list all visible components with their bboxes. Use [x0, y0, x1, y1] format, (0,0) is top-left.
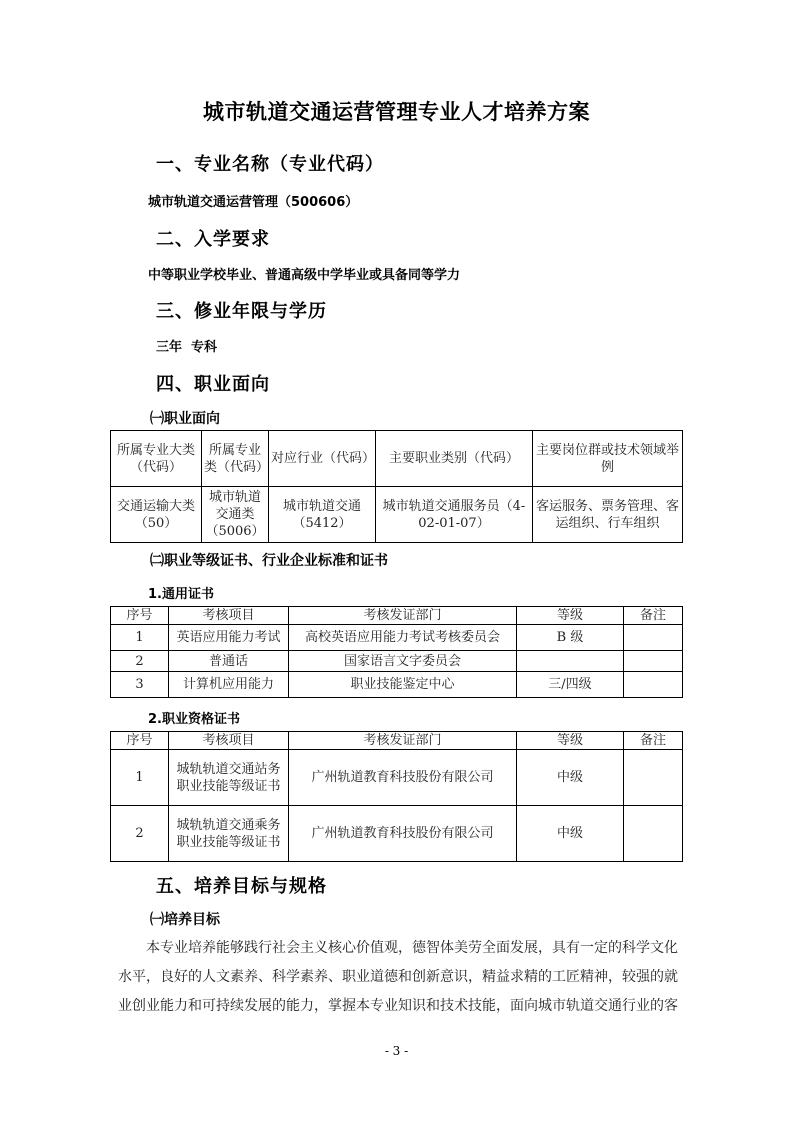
table-cell: 国家语言文字委员会	[289, 651, 517, 672]
table-cell: 英语应用能力考试	[169, 625, 289, 651]
general-cert-table	[110, 606, 683, 698]
table-header: 考核项目	[169, 607, 289, 625]
table-cell: 广州轨道教育科技股份有限公司	[289, 806, 517, 862]
table-header: 考核项目	[169, 732, 289, 750]
section-heading-4: 四、职业面向	[156, 374, 270, 395]
section-heading-2: 二、入学要求	[156, 229, 270, 250]
table-cell	[624, 672, 683, 698]
table-header: 对应行业（代码）	[269, 431, 376, 487]
career-table	[110, 430, 683, 543]
table-cell	[624, 750, 683, 806]
section-heading-3: 三、修业年限与学历	[156, 301, 327, 322]
table-cell: 城轨轨道交通乘务职业技能等级证书	[169, 806, 289, 862]
table-cell: 1	[111, 750, 169, 806]
section-heading-5: 五、培养目标与规格	[156, 876, 327, 897]
table-cell: 2	[111, 806, 169, 862]
table-cell: 三/四级	[517, 672, 624, 698]
table-cell: 计算机应用能力	[169, 672, 289, 698]
table-cell: 2	[111, 651, 169, 672]
table-cell: B 级	[517, 625, 624, 651]
table-cell: 客运服务、票务管理、客运组织、行车组织	[533, 487, 683, 543]
table-cell: 职业技能鉴定中心	[289, 672, 517, 698]
table-cell: 高校英语应用能力考试考核委员会	[289, 625, 517, 651]
page-number: - 3 -	[384, 1044, 409, 1058]
table-header: 序号	[111, 607, 169, 625]
table-cell	[624, 806, 683, 862]
table-cell: 中级	[517, 750, 624, 806]
section-content-1: 城市轨道交通运营管理（500606）	[148, 195, 359, 210]
table-header: 所属专业大类（代码）	[111, 431, 202, 487]
table-header: 备注	[624, 732, 683, 750]
section-content-2: 中等职业学校毕业、普通高级中学毕业或具备同等学力	[148, 268, 461, 283]
section-heading-1: 一、专业名称（专业代码）	[156, 154, 384, 175]
table-header: 主要岗位群或技术领域举例	[533, 431, 683, 487]
qualification-cert-table	[110, 731, 683, 862]
table-header: 考核发证部门	[289, 732, 517, 750]
table-cell	[517, 651, 624, 672]
table-cell	[624, 651, 683, 672]
table-cell: 交通运输大类（50）	[111, 487, 202, 543]
table-header: 序号	[111, 732, 169, 750]
section-content-3: 三年 专科	[156, 340, 218, 355]
table-cell	[624, 625, 683, 651]
table-header: 备注	[624, 607, 683, 625]
table-header: 考核发证部门	[289, 607, 517, 625]
table-cell: 普通话	[169, 651, 289, 672]
table-cell: 城市轨道交通服务员（4-02-01-07）	[376, 487, 533, 543]
subheading-qualification-cert: 2.职业资格证书	[148, 712, 240, 727]
table-cell: 城市轨道交通类（5006）	[202, 487, 269, 543]
table-cell: 城市轨道交通（5412）	[269, 487, 376, 543]
table-cell: 1	[111, 625, 169, 651]
goal-paragraph: 本专业培养能够践行社会主义核心价值观，德智体美劳全面发展，具有一定的科学文化水平，良好的人文素养、科学素养、职业道德和创新意识，精益求精的工匠精神，较强的就业创业能力和可持续发展的能力，掌握本专业知识和技术技能，面向城市轨道交通行业的客	[118, 940, 678, 1014]
table-header: 等级	[517, 732, 624, 750]
subheading-certificates: ㈡职业等级证书、行业企业标准和证书	[150, 553, 388, 569]
table-header: 主要职业类别（代码）	[376, 431, 533, 487]
table-header: 所属专业类（代码）	[202, 431, 269, 487]
table-cell: 城轨轨道交通站务职业技能等级证书	[169, 750, 289, 806]
document-title: 城市轨道交通运营管理专业人才培养方案	[203, 100, 590, 124]
subheading-career: ㈠职业面向	[150, 411, 220, 427]
table-cell: 广州轨道教育科技股份有限公司	[289, 750, 517, 806]
table-cell: 3	[111, 672, 169, 698]
subheading-goal: ㈠培养目标	[150, 912, 220, 928]
table-header: 等级	[517, 607, 624, 625]
subheading-general-cert: 1.通用证书	[148, 587, 214, 602]
table-cell: 中级	[517, 806, 624, 862]
